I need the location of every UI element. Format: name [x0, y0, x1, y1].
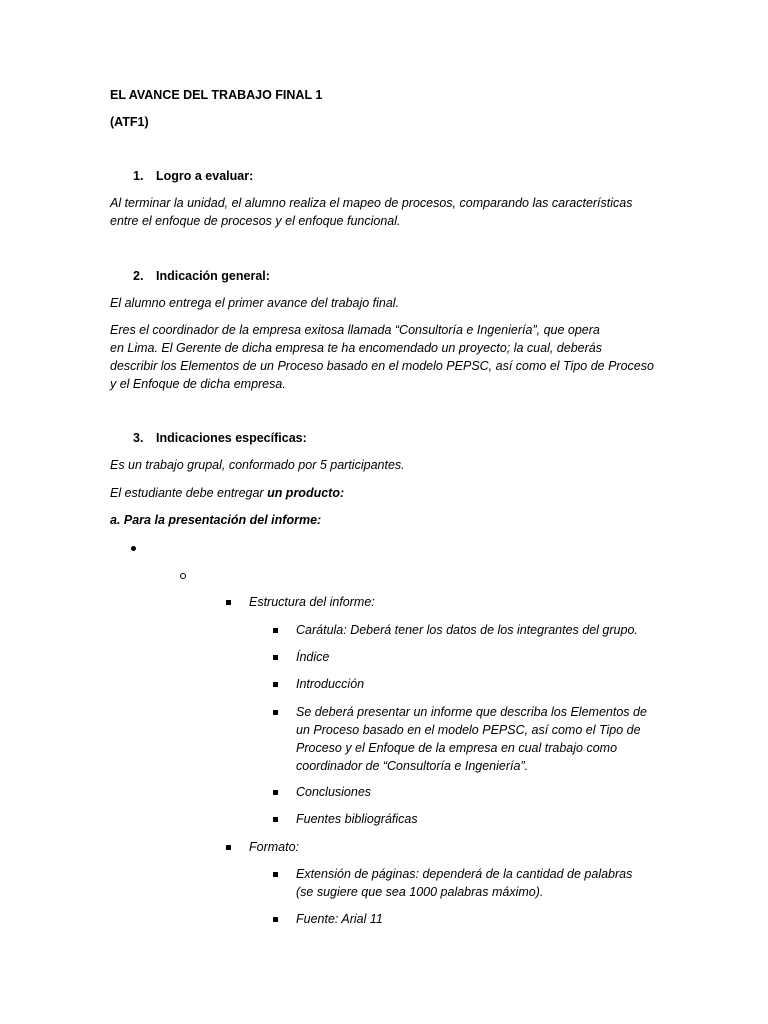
square-bullet-icon [273, 628, 278, 633]
formato-label: Formato: [249, 840, 300, 854]
estructura-item: Carátula: Deberá tener los datos de los integrantes del grupo. [296, 623, 638, 637]
section-3-text-line: Es un trabajo grupal, conformado por 5 participantes. [110, 458, 405, 472]
formato-item-continuation: (se sugiere que sea 1000 palabras máximo). [296, 885, 544, 899]
estructura-item-continuation: un Proceso basado en el modelo PEPSC, así como el Tipo de [296, 723, 641, 737]
section-3-number: 3. [133, 431, 144, 445]
section-1-text-line: entre el enfoque de procesos y el enfoque funcional. [110, 214, 401, 228]
section-2-text-line: y el Enfoque de dicha empresa. [110, 377, 286, 391]
estructura-item-continuation: Proceso y el Enfoque de la empresa en cual trabajo como [296, 741, 618, 755]
formato-item: Fuente: Arial 11 [296, 912, 383, 926]
square-bullet-icon [273, 655, 278, 660]
estructura-item: Se deberá presentar un informe que describa los Elementos de [296, 705, 647, 719]
square-bullet-icon [273, 682, 278, 687]
estructura-label: Estructura del informe: [249, 595, 375, 609]
section-2-text-line: en Lima. El Gerente de dicha empresa te ha encomendado un proyecto; la cual, deberás [110, 341, 602, 355]
estructura-item: Índice [296, 650, 330, 664]
square-bullet-icon [273, 790, 278, 795]
square-bullet-icon [273, 710, 278, 715]
deliverable-emphasis: un producto: [267, 486, 345, 500]
section-3-deliverable-line [110, 484, 344, 502]
section-1-heading: Logro a evaluar: [156, 169, 254, 183]
document-title: EL AVANCE DEL TRABAJO FINAL 1 [110, 88, 323, 102]
circle-bullet-icon [180, 573, 186, 579]
square-bullet-icon [226, 845, 231, 850]
square-bullet-icon [226, 600, 231, 605]
estructura-item: Introducción [296, 677, 365, 691]
section-2-heading: Indicación general: [156, 269, 270, 283]
section-2-text-line: Eres el coordinador de la empresa exitosa llamada “Consultoría e Ingeniería”, que opera [110, 323, 600, 337]
section-1-number: 1. [133, 169, 144, 183]
section-2-number: 2. [133, 269, 144, 283]
document-subtitle: (ATF1) [110, 115, 149, 129]
deliverable-prefix: El estudiante debe entregar [110, 486, 268, 500]
formato-item: Extensión de páginas: dependerá de la cantidad de palabras [296, 867, 633, 881]
section-2-text-line: describir los Elementos de un Proceso basado en el modelo PEPSC, así como el Tipo de Proceso [110, 359, 654, 373]
estructura-item: Fuentes bibliográficas [296, 812, 418, 826]
estructura-item: Conclusiones [296, 785, 372, 799]
square-bullet-icon [273, 817, 278, 822]
disc-bullet-icon [131, 546, 136, 551]
section-1-text-line: Al terminar la unidad, el alumno realiza el mapeo de procesos, comparando las características [110, 196, 633, 210]
square-bullet-icon [273, 917, 278, 922]
estructura-item-continuation: coordinador de “Consultoría e Ingeniería”. [296, 759, 529, 773]
section-3-subheading: a. Para la presentación del informe: [110, 513, 322, 527]
square-bullet-icon [273, 872, 278, 877]
section-3-heading: Indicaciones específicas: [156, 431, 307, 445]
section-2-intro: El alumno entrega el primer avance del trabajo final. [110, 296, 400, 310]
